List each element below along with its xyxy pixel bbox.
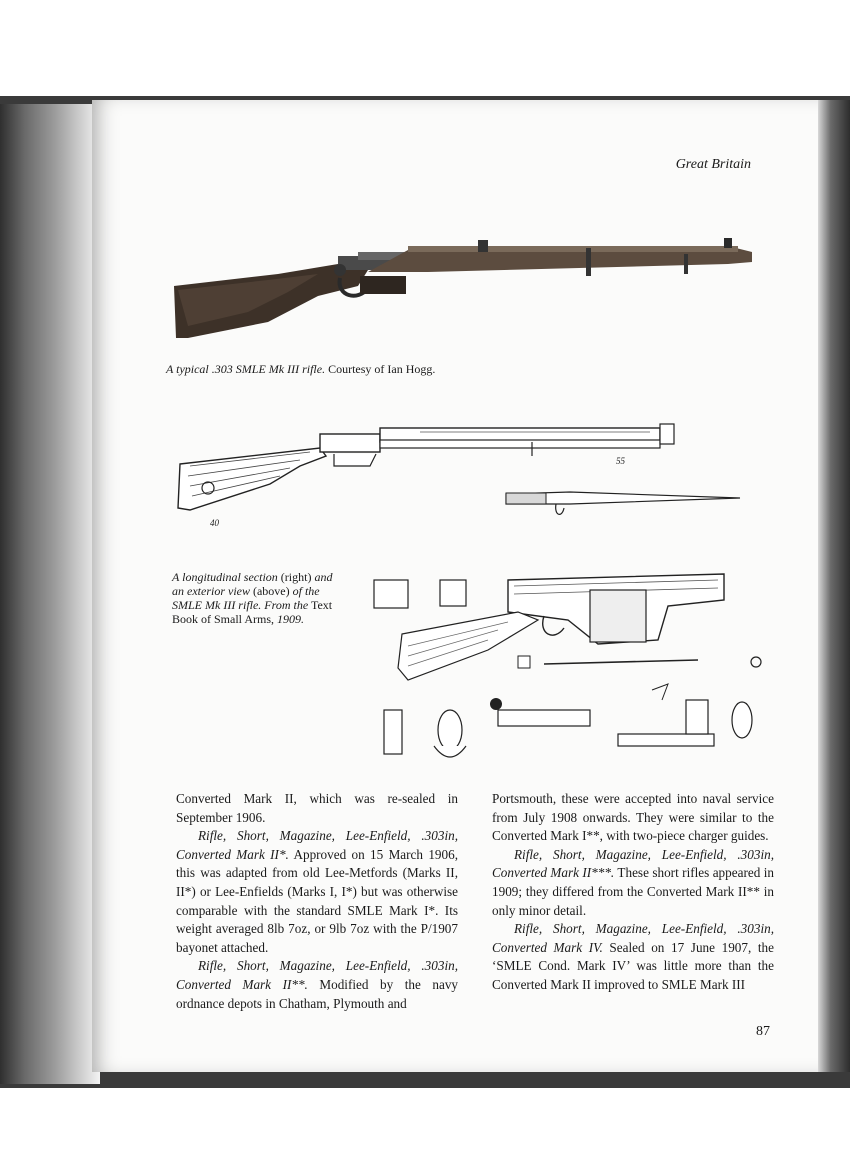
- paragraph: Rifle, Short, Magazine, Lee-Enfield, .303in, Converted Mark II*. Approved on 15 March 1906, this was adapted from old Lee-Metfords (Marks II, II*) or Lee-Enfields (Marks I, I*) but was otherwise comparable with the standard SMLE Mark I*. Its weight averaged 8lb 7oz, or 9lb 7oz with the P/1907 bayonet attached.: [176, 828, 458, 955]
- running-header: Great Britain: [675, 157, 751, 172]
- body-column-1: [176, 790, 458, 1013]
- paragraph: Rifle, Short, Magazine, Lee-Enfield, .303in, Converted Mark II***. These short rifles appeared in 1909; they differed from the Converted Mark II** in only minor detail.: [492, 846, 774, 918]
- body-column-2: [492, 790, 774, 995]
- rifle-photo: [168, 226, 758, 346]
- figure2-caption: A longitudinal section (right) and an exterior view (above) of the SMLE Mk III rifle. From the Text Book of Small Arms, 1909.: [172, 570, 333, 626]
- rifle-exterior-drawing: [170, 404, 760, 536]
- paragraph: Rifle, Short, Magazine, Lee-Enfield, .303in, Converted Mark II**. Modified by the navy ordnance depots in Chatham, Plymouth and: [176, 958, 459, 1011]
- page-right-edge: [818, 100, 850, 1072]
- rifle-section-drawing: [368, 560, 772, 768]
- page-gutter-shadow: [0, 104, 100, 1084]
- paragraph: Converted Mark II, which was re-sealed in September 1906.: [176, 791, 458, 825]
- label-40: 40: [210, 518, 219, 528]
- paragraph: Portsmouth, these were accepted into naval service from July 1908 onwards. They were similar to the Converted Mark I**, with two-piece charger guides.: [492, 791, 774, 844]
- page-number: 87: [756, 1024, 770, 1039]
- label-55: 55: [616, 456, 625, 466]
- figure1-caption: A typical .303 SMLE Mk III rifle. Courtesy of Ian Hogg.: [166, 362, 436, 376]
- paragraph: Rifle, Short, Magazine, Lee-Enfield, .303in, Converted Mark IV. Sealed on 17 June 1907, the ‘SMLE Cond. Mark IV’ was little more than the Converted Mark II improved to SMLE Mark III: [492, 921, 775, 992]
